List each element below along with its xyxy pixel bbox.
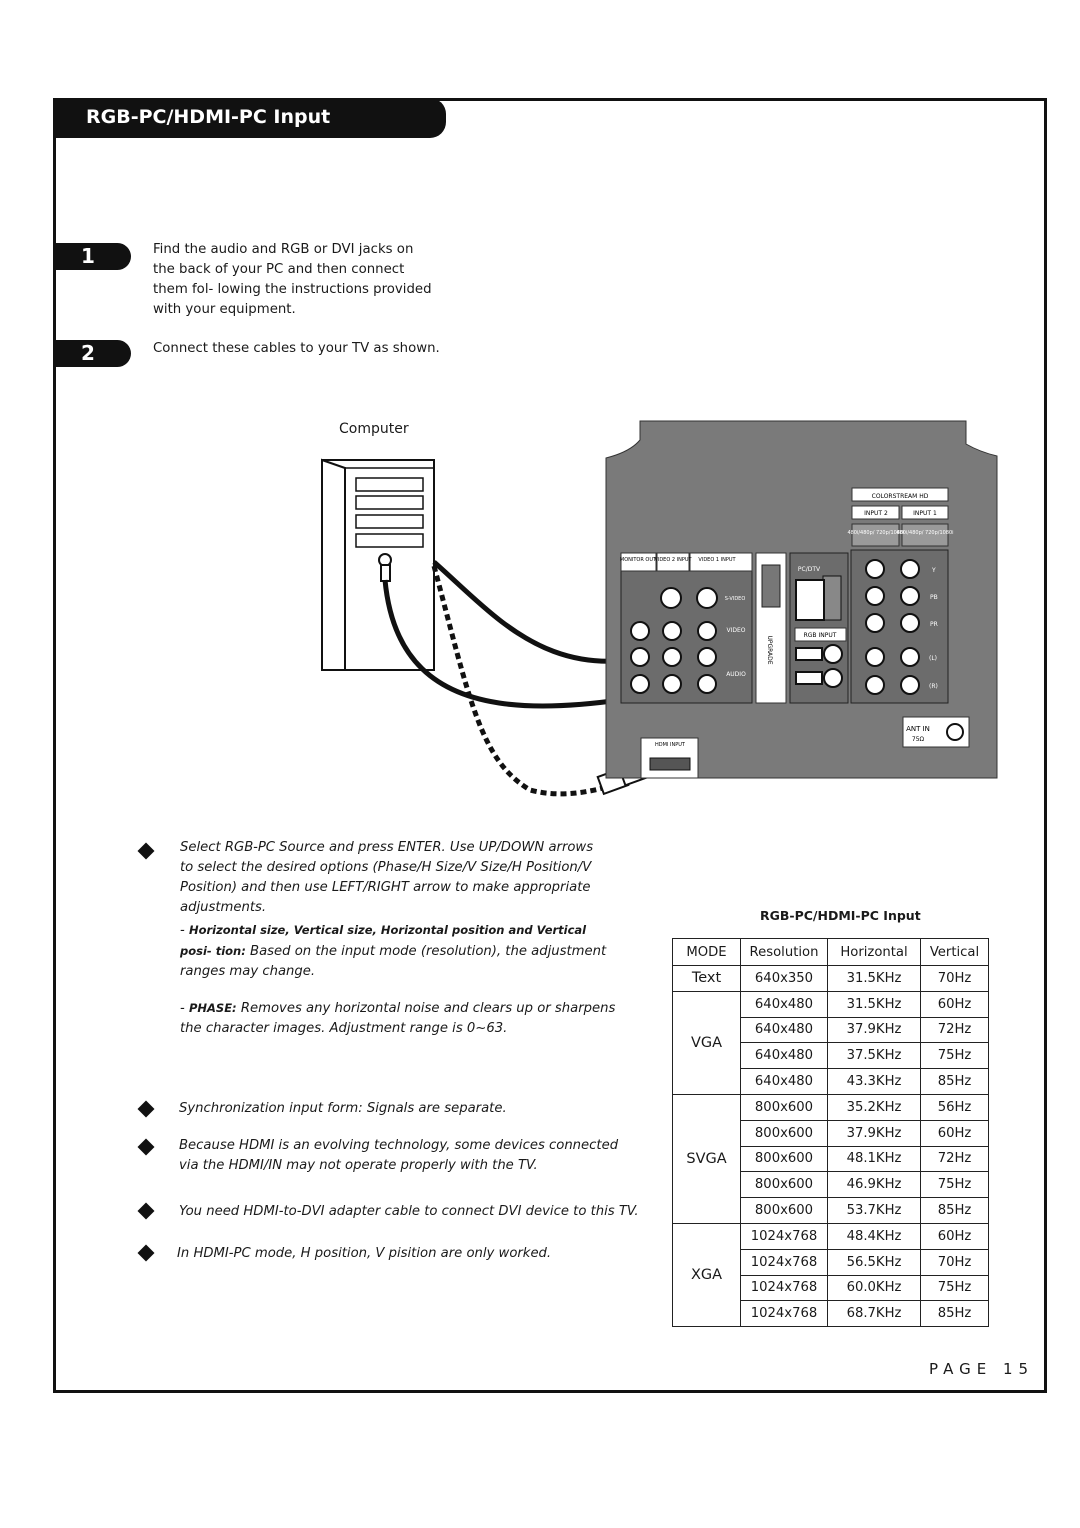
- res2-label: 480i/480p/ 720p/1080i: [847, 530, 905, 536]
- ant-in-label: ANT IN: [906, 725, 930, 733]
- upgrade-label: UPGRADE: [766, 635, 773, 665]
- rgb-input-label: RGB INPUT: [803, 632, 837, 639]
- table-row: SVGA 800x600 35.2KHz 56Hz: [673, 1094, 989, 1120]
- pc-dtv-label: PC/DTV: [797, 566, 821, 573]
- note-sub-size: - Horizontal size, Vertical size, Horizontal position and Vertical posi- tion: Based on the input mode (resolution), the adjustment ranges may change.: [180, 923, 607, 979]
- table-title: RGB-PC/HDMI-PC Input: [760, 908, 921, 923]
- tv-back-panel: [606, 421, 997, 778]
- note-hdmi-pc: In HDMI-PC mode, H position, V pisition are only worked.: [177, 1246, 552, 1261]
- table-row: 640x480 37.9KHz 72Hz: [673, 1017, 989, 1043]
- vga-plug-icon: [796, 580, 824, 620]
- note-sync: Synchronization input form: Signals are separate.: [179, 1101, 507, 1116]
- audio-label: AUDIO: [726, 671, 746, 678]
- table-row: VGA 640x480 31.5KHz 60Hz: [673, 991, 989, 1017]
- colorstream-label: COLORSTREAM HD: [871, 493, 929, 500]
- input2-label: INPUT 2: [864, 510, 888, 517]
- step-2-badge: 2: [55, 340, 131, 367]
- antenna-jack-icon: [947, 724, 963, 740]
- res1-label: 480i/480p/ 720p/1080i: [896, 530, 954, 536]
- mode-cell: VGA: [673, 991, 741, 1094]
- note-hdmi-evolving: Because HDMI is an evolving technology, some devices connected via the HDMI/IN may not operate properly with the TV.: [179, 1138, 619, 1173]
- audio-plug-icon: [379, 554, 391, 581]
- page-title: RGB-PC/HDMI-PC Input: [86, 106, 331, 128]
- table-row: Text 640x350 31.5KHz 70Hz: [673, 966, 989, 992]
- l-label: (L): [929, 655, 938, 662]
- video-label: VIDEO: [726, 627, 746, 634]
- table-row: 800x600 46.9KHz 75Hz: [673, 1172, 989, 1198]
- computer-tower-icon: [322, 460, 434, 670]
- header-mode: MODE: [673, 939, 741, 966]
- video2-label: VIDEO 2 INPUT: [654, 557, 692, 563]
- step-1-badge: 1: [55, 243, 131, 270]
- section-title-tab: [53, 98, 446, 138]
- header-vertical: Vertical: [921, 939, 989, 966]
- table-row: 640x480 37.5KHz 75Hz: [673, 1043, 989, 1069]
- monitor-out-label: MONITOR OUT: [619, 557, 657, 563]
- input1-label: INPUT 1: [913, 510, 937, 517]
- note-main: Select RGB-PC Source and press ENTER. Use UP/DOWN arrows to select the desired options (Phase/H Size/V Size/H Position/V Position) and then use LEFT/RIGHT arrow to make appropriate adjustments.: [180, 840, 594, 915]
- s-video-label: S-VIDEO: [724, 596, 746, 602]
- ohm-label: 75Ω: [911, 736, 925, 743]
- table-header-row: [673, 939, 989, 966]
- mode-cell: SVGA: [673, 1094, 741, 1223]
- header-horizontal: Horizontal: [828, 939, 921, 966]
- table-row: 640x480 43.3KHz 85Hz: [673, 1069, 989, 1095]
- table-row: XGA 1024x768 48.4KHz 60Hz: [673, 1223, 989, 1249]
- note-sub-phase: - PHASE: Removes any horizontal noise and clears up or sharpens the character images. Adjustment range is 0~63.: [180, 1001, 616, 1036]
- table-row: 1024x768 56.5KHz 70Hz: [673, 1249, 989, 1275]
- video1-label: VIDEO 1 INPUT: [698, 557, 736, 563]
- pr-label: PR: [930, 621, 938, 628]
- table-row: 1024x768 60.0KHz 75Hz: [673, 1275, 989, 1301]
- r-label: (R): [929, 683, 938, 690]
- table-row: 800x600 53.7KHz 85Hz: [673, 1198, 989, 1224]
- mode-cell: XGA: [673, 1223, 741, 1326]
- mode-table: [672, 938, 989, 1327]
- page-number: PAGE 15: [929, 1360, 1035, 1378]
- mode-cell: Text: [673, 966, 741, 992]
- table-row: 1024x768 68.7KHz 85Hz: [673, 1301, 989, 1327]
- header-resolution: Resolution: [741, 939, 828, 966]
- y-label: Y: [932, 567, 936, 574]
- hdmi-input-label: HDMI INPUT: [655, 742, 685, 748]
- table-row: 800x600 48.1KHz 72Hz: [673, 1146, 989, 1172]
- pb-label: PB: [930, 594, 938, 601]
- step-1-text: Find the audio and RGB or DVI jacks on the back of your PC and then connect them fol- lowing the instructions provided with your equipment.: [153, 242, 432, 317]
- hdmi-cable: [434, 566, 610, 794]
- computer-label: Computer: [339, 421, 409, 437]
- note-hdmi-dvi: You need HDMI-to-DVI adapter cable to connect DVI device to this TV.: [179, 1204, 639, 1219]
- table-row: 800x600 37.9KHz 60Hz: [673, 1120, 989, 1146]
- connection-diagram: [300, 415, 1000, 815]
- step-2-text: Connect these cables to your TV as shown.: [153, 341, 440, 356]
